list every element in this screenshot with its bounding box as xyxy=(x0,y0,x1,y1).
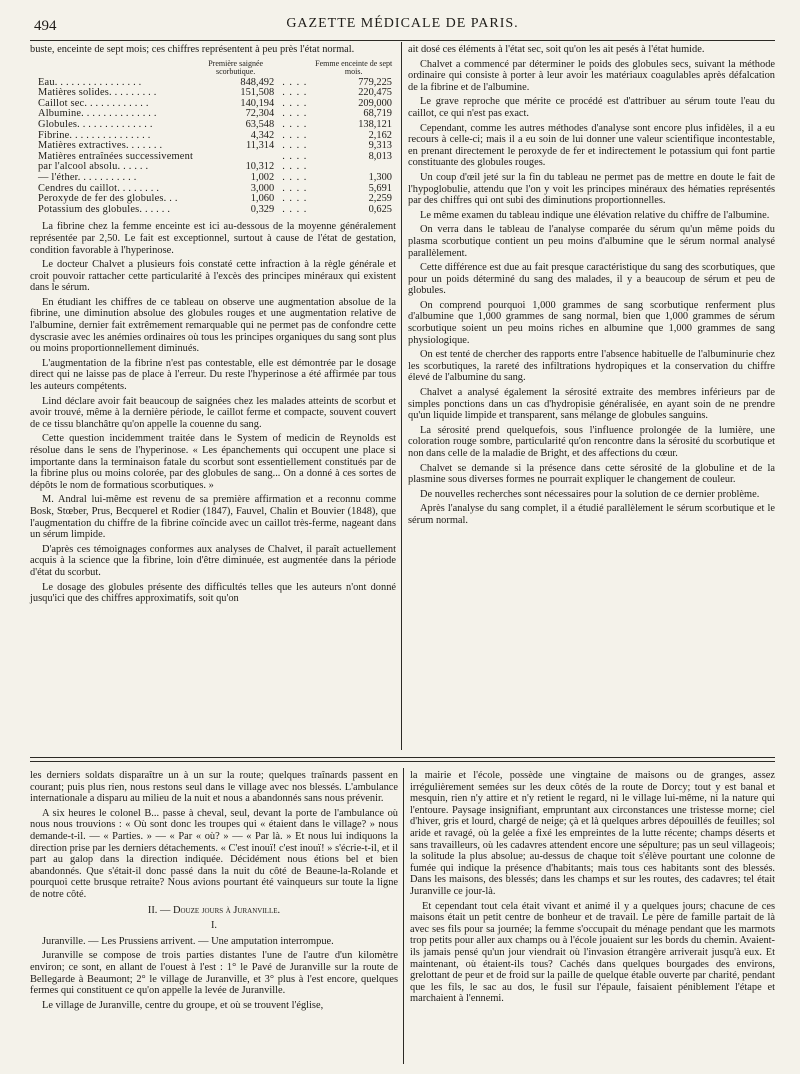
upper-left-column xyxy=(30,44,396,608)
lower-column-divider xyxy=(403,768,404,1064)
table-leader: . . . . xyxy=(282,203,308,215)
table-value-pregnant: 68,719 xyxy=(363,108,392,120)
body-paragraph: La sérosité prend quelquefois, sous l'influence prolongée de la lumière, une coloration rouge sombre, particularité qu'on rencontre dans la sérosité du scorbutique et non dans celle de la maladie de Bright, et des affections du cœur. xyxy=(408,424,775,459)
body-paragraph: La fibrine chez la femme enceinte est ici au-dessous de la moyenne généralement représentée par 2,50. Le fait est exceptionnel, surtout à cause de l'état de gestation, condition favorable à l'hyperinose. xyxy=(30,221,396,256)
body-paragraph: Chalvet a analysé également la sérosité extraite des membres inférieurs par de simples ponctions dans un cas d'hydropisie généralisée, en ayant soin de ne prendre qu'un liquide limpide et transparent, sans mélange de globules sanguins. xyxy=(408,387,775,422)
table-value-scorbutic: 1,060 xyxy=(250,193,275,205)
table-row-label: Matières entraînées successivement xyxy=(38,150,194,162)
body-paragraph: Chalvet se demande si la présence dans cette sérosité de la globuline et de la plasmine sous diverses formes ne pourrait expliquer le changement de couleur. xyxy=(408,462,775,486)
body-paragraph: Après l'analyse du sang complet, il a étudié parallèlement le sérum scorbutique et le sérum normal. xyxy=(408,503,775,526)
table-row xyxy=(38,205,396,216)
body-paragraph: Lind déclare avoir fait beaucoup de saignées chez les malades atteints de scorbut et avoir trouvé, même à la dernière période, le caillot ferme et compacte, souvent couvert de ce tissu blanchâtre qu'on appelle la couenne du sang. xyxy=(30,395,396,430)
feuilleton-paragraph: la mairie et l'école, possède une vingtaine de maisons ou de granges, assez irrégulièrement semées sur les deux côtés de la route de Dorcy; tout y est banal et mesquin, rien n'y attire et n'y retient le regard, ni le village lui-même, ni la nature qui l'entoure. Paysage insignifiant, empruntant aux circonstances une tristesse morne; ciel d'hiver, gris et lourd, chargé de neige; çà et là quelques arbres dépouillés de feuilles; sol aride et ravagé, où la gelée a fixé les empreintes de la lutte récente; champs déserts et sans travailleurs, où les cadavres attendent encore une sépulture; pas un seul villageois; la solitude la plus absolue; au-dessus de chaque toit s'élève pourtant une colonne de fumée qui indique la présence d'habitants; mais tous ces habitants sont des blessés. Dans les maisons, des blessés; dans les champs et sur les routes, des cadavres; tel était Juranville ce jour-là. xyxy=(410,770,775,897)
table-row-label: par l'alcool absolu. . . . . . xyxy=(38,161,149,173)
table-value-pregnant: 0,625 xyxy=(368,203,392,215)
lower-left-column xyxy=(30,770,398,1014)
table-leader: . . . . xyxy=(282,193,308,205)
table-row-label: Caillot sec. . . . . . . . . . . . xyxy=(38,97,149,109)
body-paragraph: M. Andral lui-même est revenu de sa première affirmation et a reconnu comme Bosk, Stœber, Prus, Becquerel et Rodier (1847), Fauvel, Chalin et Bouvier (1848), que l'augmentation du chiffre de la fibrine coïncide avec un caillot très-ferme, nageant dans un sérum limpide. xyxy=(30,494,396,541)
feuilleton-paragraph: les derniers soldats disparaître un à un sur la route; quelques traînards passent en courant; puis plus rien, nous restons seul dans le village avec nos blessés. L'ambulance internationale a disparu au milieu de la nuit et nous a abandonnés sans nous prévenir. xyxy=(30,770,398,805)
table-value-pregnant: 5,691 xyxy=(368,182,392,194)
body-paragraph: D'après ces témoignages conformes aux analyses de Chalvet, il paraît actuellement acquis à la science que la fibrine, loin d'être diminuée, est augmentée dans la période d'état du scorbut. xyxy=(30,543,396,578)
table-row-label: Globules. . . . . . . . . . . . . . xyxy=(38,118,153,130)
table-leader: . . . . xyxy=(282,140,308,152)
table-value-scorbutic: 10,312 xyxy=(245,161,275,173)
table-leader: . . . . xyxy=(282,182,308,194)
column-divider xyxy=(401,42,402,750)
body-paragraph: On verra dans le tableau de l'analyse comparée du sérum qu'un même poids du plasma scorbutique contient un peu moins d'albumine que le sérum normal analysé parallèlement. xyxy=(408,224,775,259)
table-leader: . . . . xyxy=(282,129,308,141)
table-row xyxy=(38,173,396,184)
body-paragraph: ait dosé ces éléments à l'état sec, soit qu'on les ait pesés à l'état humide. xyxy=(408,44,705,55)
table-leader: . . . . xyxy=(282,118,308,130)
feuilleton-paragraph: Et cependant tout cela était vivant et animé il y a quelques jours; chacune de ces maisons était un petit centre de bonheur et de travail. Le père de famille partait de là avec ses fils pour sa journée; la femme s'occupait du ménage pendant que les marmots trop petits pour aller aux champs ou à l'école jouaient sur les bords du chemin. Avaient-ils jamais pensé qu'un jour viendrait où l'invasion étrangère arriverait jusqu'à eux. Et maintenant, où étaient-ils tous? Cachés dans quelques bourgades des environs, grelottant de peur et de froid sur la paille de quelque étable ouverte par charité, pendant que les fils, le sac au dos, le fusil sur l'épaule, faisaient péniblement l'étape et marchaient à l'ennemi. xyxy=(410,900,775,1005)
table-value-pregnant: 2,162 xyxy=(368,129,392,141)
body-paragraph: On est tenté de chercher des rapports entre l'absence habituelle de l'albuminurie chez les scorbutiques, la rareté des infiltrations hydropiques et la conservation du chiffre élevé de l'albumine du sang. xyxy=(408,349,775,384)
table-row-label: — l'éther. . . . . . . . . . . xyxy=(38,171,137,183)
table-value-pregnant: 9,313 xyxy=(368,140,392,152)
table-value-scorbutic: 1,002 xyxy=(250,171,275,183)
table-value-scorbutic: 4,342 xyxy=(250,129,275,141)
table-value-pregnant: 1,300 xyxy=(368,171,392,183)
table-value-pregnant: 779,225 xyxy=(358,76,392,88)
header-rule xyxy=(30,40,775,41)
body-paragraph: Le dosage des globules présente des difficultés telles que les auteurs n'ont donné jusqu'ici que des chiffres approximatifs, soit qu'on xyxy=(30,581,396,605)
table-leader: . . . . xyxy=(282,87,308,99)
table-leader: . . . . xyxy=(282,171,308,183)
sub-heading: Juranville. — Les Prussiens arrivent. — Une amputation interrompue. xyxy=(42,935,334,947)
table-value-pregnant: 209,000 xyxy=(358,97,392,109)
upper-right-column xyxy=(408,44,775,530)
table-row-label: Peroxyde de fer des globules. . . xyxy=(38,193,178,205)
body-paragraph: Cette différence est due au fait presque caractéristique du sang des scorbutiques, que pour un poids déterminé du sang des malades, il y a beaucoup de sérum et peu de globules. xyxy=(408,262,775,297)
feuilleton-paragraph: Le village de Juranville, centre du groupe, et où se trouvent l'église, xyxy=(42,999,324,1011)
body-paragraph: Cette question incidemment traitée dans le System of medicin de Reynolds est résolue dans le sens de l'hyperinose. « Les épanchements qui occupent une place si importante dans la terminaison fatale du scorbut sont essentiellement constitués par de la fibrine plus ou moins colorée, par des globules de sang... On a donné à ces sortes de dépôts le nom de formatious scorbutiques. » xyxy=(30,433,396,491)
body-paragraph: L'augmentation de la fibrine n'est pas contestable, elle est démontrée par le dosage direct qui ne laisse pas de place à l'erreur. Du reste l'hyperinose a été affirmée par tous les auteurs compétents. xyxy=(30,357,396,393)
table-leader: . . . . xyxy=(282,76,308,88)
table-value-scorbutic: 848,492 xyxy=(240,76,275,88)
page-number: 494 xyxy=(34,18,57,34)
table-value-pregnant: 220,475 xyxy=(358,87,392,99)
blood-analysis-table xyxy=(38,59,396,216)
table-row-label: Eau. . . . . . . . . . . . . . . . xyxy=(38,76,142,88)
table-header-scorbutic: Première saignée scorbutique. xyxy=(208,58,264,76)
body-paragraph: Le docteur Chalvet a plusieurs fois constaté cette infraction à la règle générale et croit pouvoir rattacher cette particularité à l'excès des principes minéraux qui existent dans le sérum. xyxy=(30,259,396,294)
body-paragraph: Un coup d'œil jeté sur la fin du tableau ne permet pas de mettre en doute le fait de l'hypoglobulie, attendu que l'on y voit les principes minéraux des hématies représentés par des chiffres qui ont subi des diminutions proportionnelles. xyxy=(408,171,775,207)
section-rule-2 xyxy=(30,761,775,762)
section-number: I. xyxy=(210,920,218,932)
table-value-scorbutic: 0,329 xyxy=(250,203,275,215)
table-value-pregnant: 138,121 xyxy=(358,118,392,130)
table-row-label: Cendres du caillot. . . . . . . . xyxy=(38,182,160,194)
section-rule-1 xyxy=(30,757,775,758)
table-value-pregnant: 2,259 xyxy=(368,193,392,205)
table-row-label: Albumine. . . . . . . . . . . . . . xyxy=(38,108,157,120)
table-row-label: Potassium des globules. . . . . . xyxy=(38,203,171,215)
table-value-scorbutic: 151,508 xyxy=(240,87,275,99)
table-leader: . . . . xyxy=(282,108,308,120)
journal-title: GAZETTE MÉDICALE DE PARIS. xyxy=(286,16,519,31)
lower-right-column xyxy=(410,770,775,1008)
feuilleton-paragraph: Juranville se compose de trois parties distantes l'une de l'autre d'un kilomètre environ; ce sont, en allant de l'ouest à l'est : 1° le Pavé de Juranville sur la route de Bellegarde à Beaumont; 2° le village de Juranville, et 3° plus à l'est encore, quelques fermes qui constituent ce qu'on appelle la levée de Juranville. xyxy=(30,950,398,997)
table-row-label: Matières extractives. . . . . . . xyxy=(38,140,163,152)
table-leader: . . . . xyxy=(282,97,308,109)
table-row-label: Matières solides. . . . . . . . . xyxy=(38,87,157,99)
feuilleton-paragraph: A six heures le colonel B... passe à cheval, seul, devant la porte de l'ambulance où nous nous trouvions : « Où sont donc les troupes qui « étaient dans le village? » nous demande-t-il. — « Parties. » — « Par « où? » — « Par là. » Et nous lui indiquons la direction prise par les derniers détachements. « C'est inouï! c'est inouï! » s'écrie-t-il, et il part au galop dans la direction indiquée. Décidément nous étions bel et bien abandonnés. Que s'était-il donc passé dans la nuit du côté de Beaune-la-Rolande et pourquoi cette brusque retraite? Nous avions pourtant été vainqueurs sur toute la ligne de notre côté. xyxy=(30,807,398,900)
table-value-scorbutic: 3,000 xyxy=(250,182,275,194)
table-row-label: Fibrine. . . . . . . . . . . . . . . xyxy=(38,129,151,141)
table-value-scorbutic: 63,548 xyxy=(245,118,275,130)
table-value-scorbutic: 72,304 xyxy=(245,108,275,120)
body-paragraph: Cependant, comme les autres méthodes d'analyse sont encore plus infidèles, il a eu recours à celle-ci; mais il a eu soin de lui donner une valeur scientifique incontestable, en prenant directement le peroxyde de fer et indirectement le potassium qui font partie constituante des globules rouges. xyxy=(408,122,775,169)
table-leader: . . . . xyxy=(282,161,308,173)
body-paragraph: Le même examen du tableau indique une élévation relative du chiffre de l'albumine. xyxy=(420,209,770,221)
table-value-scorbutic: 140,194 xyxy=(240,97,275,109)
body-paragraph: On comprend pourquoi 1,000 grammes de sang scorbutique renferment plus d'albumine que 1,000 grammes de sang normal, bien que 1,000 grammes de sérum scorbutique soient un peu moins riches en albumine que 1,000 grammes de sang physiologique. xyxy=(408,299,775,346)
table-leader: . . . . xyxy=(282,150,308,162)
table-value-pregnant: 8,013 xyxy=(368,150,392,162)
page-header xyxy=(30,14,775,36)
body-paragraph: En étudiant les chiffres de ce tableau on observe une augmentation absolue de la fibrine, une diminution absolue des globules rouges et une augmentation relative de l'albumine, dernier fait extrêmement remarquable qui ne permet pas de confondre cette dyscrasie avec les anémies ordinaires où tous les principes organiques du sang sont plus ou moins proportionnellement diminués. xyxy=(30,296,396,355)
intro-paragraph: buste, enceinte de sept mois; ces chiffres représentent à peu près l'état normal. xyxy=(30,44,355,55)
body-paragraph: Le grave reproche que mérite ce procédé est d'attribuer au sérum toute l'eau du caillot, ce qui n'est pas exact. xyxy=(408,96,775,119)
body-paragraph: Chalvet a commencé par déterminer le poids des globules secs, suivant la méthode ordinaire qui consiste à porter à leur avoir les matériaux coagulables après défalcation de la fibrine et de l'albumine. xyxy=(408,58,775,93)
table-header-pregnant: Femme enceinte de sept mois. xyxy=(315,58,393,76)
table-value-scorbutic: 11,314 xyxy=(245,140,275,152)
body-paragraph: De nouvelles recherches sont nécessaires pour la solution de ce dernier problème. xyxy=(420,488,760,500)
table-row xyxy=(38,120,396,131)
section-title: II. — Douze jours à Juranville. xyxy=(147,904,281,916)
